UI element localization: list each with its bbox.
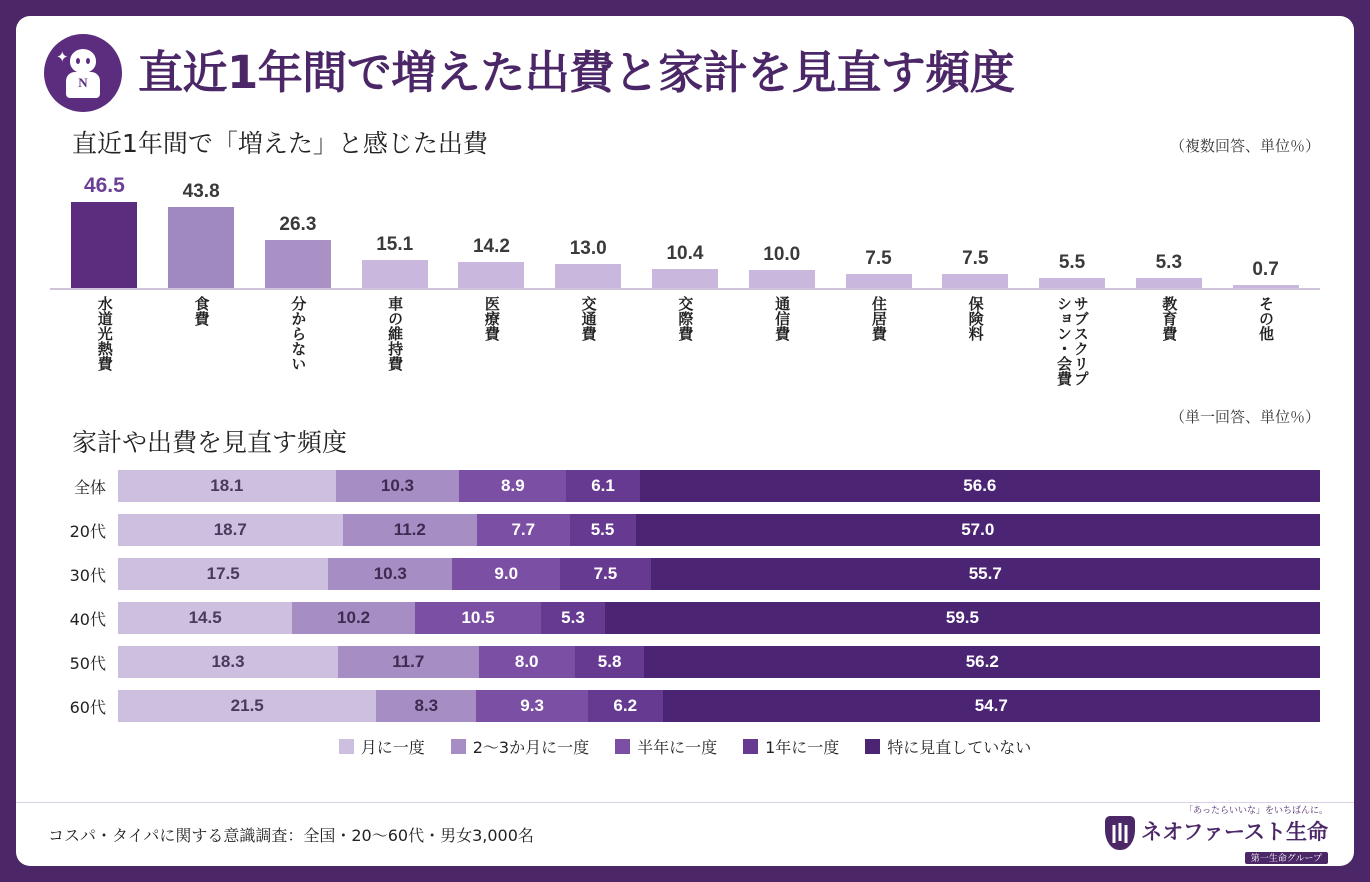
row-category-label: 全体: [73, 477, 106, 497]
chart-legend: [50, 735, 1320, 758]
stacked-segment: 54.7: [663, 690, 1321, 722]
bar-value-label: 15.1: [376, 234, 414, 256]
stacked-segment: 9.0: [452, 558, 560, 590]
bar-column: [540, 168, 637, 288]
stacked-segment: 9.3: [476, 690, 588, 722]
row-category-label: 20代: [69, 521, 106, 541]
page-title: 直近1年間で増えた出費と家計を見直す頻度: [138, 46, 1015, 100]
stacked-bar-chart: [50, 467, 1320, 725]
bar-column: [56, 168, 153, 288]
header: [16, 16, 1354, 118]
legend-item: [451, 735, 589, 758]
bar-column: [830, 168, 927, 288]
bar-chart-category-labels: [50, 296, 1320, 400]
bar-column: [443, 168, 540, 288]
bar-rect: [1136, 278, 1202, 288]
row-track: [118, 470, 1320, 502]
sparkle-icon: ✦: [56, 49, 69, 66]
bar-chart: [50, 168, 1320, 290]
stacked-segment: 14.5: [118, 602, 292, 634]
section1-title: 直近1年間で「増えた」と感じた出費: [72, 129, 488, 158]
section-increased-expenses: [16, 118, 1354, 400]
stacked-segment: 7.7: [477, 514, 569, 546]
row-category-label: 60代: [69, 697, 106, 717]
legend-label: 月に一度: [360, 738, 425, 757]
stacked-segment: 18.7: [118, 514, 343, 546]
bar-column: [637, 168, 734, 288]
stacked-segment: 56.6: [640, 470, 1320, 502]
bar-rect: [942, 274, 1008, 288]
mascot-eye-left: [76, 58, 80, 64]
section1-note: （複数回答、単位％）: [1169, 138, 1320, 155]
bar-column: [153, 168, 250, 288]
bar-column: [927, 168, 1024, 288]
stacked-bar-row: [50, 467, 1320, 505]
stacked-segment: 21.5: [118, 690, 376, 722]
row-track: [118, 690, 1320, 722]
section1-header: [50, 124, 1320, 160]
bar-category-label: サブスクリプション・会費: [1055, 296, 1090, 386]
brand-subtitle: 第一生命グループ: [1245, 852, 1328, 864]
shield-icon: [1105, 816, 1135, 850]
bar-rect: [71, 202, 137, 288]
brand-logo: [1105, 805, 1328, 864]
bar-rect: [265, 240, 331, 288]
row-category-label: 40代: [69, 609, 106, 629]
bar-value-label: 43.8: [182, 181, 220, 203]
bar-value-label: 13.0: [569, 238, 607, 260]
bar-value-label: 5.3: [1155, 252, 1183, 274]
mascot-body: [66, 72, 100, 98]
legend-swatch: [339, 739, 354, 754]
bar-rect: [168, 207, 234, 288]
row-track: [118, 646, 1320, 678]
bar-rect: [1039, 278, 1105, 288]
stacked-segment: 8.3: [376, 690, 476, 722]
legend-swatch: [865, 739, 880, 754]
brand-name: ネオファースト生命: [1141, 820, 1328, 845]
bar-category-label: 医療費: [482, 296, 501, 341]
bar-column: [346, 168, 443, 288]
legend-swatch: [615, 739, 630, 754]
mascot-face: [70, 49, 96, 73]
bar-value-label: 10.0: [763, 243, 801, 265]
stacked-segment: 5.5: [570, 514, 636, 546]
bar-value-label: 14.2: [472, 235, 510, 257]
bar-category-label: 交通費: [579, 296, 598, 341]
row-track: [118, 514, 1320, 546]
survey-note: コスパ・タイパに関する意識調査：全国・20〜60代・男女3,000名: [48, 826, 534, 845]
bar-category-label: 車の維持費: [386, 296, 405, 371]
bar-category-label: 教育費: [1160, 296, 1179, 341]
mascot-eye-right: [86, 58, 90, 64]
legend-label: 1年に一度: [765, 738, 840, 757]
row-track: [118, 558, 1320, 590]
row-category-label: 30代: [69, 565, 106, 585]
row-category-label: 50代: [69, 653, 106, 673]
bar-category-label: 保険料: [966, 296, 985, 341]
bar-category-label: 通信費: [773, 296, 792, 341]
bar-category-label: 交際費: [676, 296, 695, 341]
bar-rect: [846, 274, 912, 288]
bar-column: [250, 168, 347, 288]
section-review-frequency: [16, 400, 1354, 758]
stacked-segment: 10.3: [328, 558, 452, 590]
stacked-segment: 18.3: [118, 646, 338, 678]
stacked-segment: 59.5: [605, 602, 1320, 634]
bar-value-label: 7.5: [962, 248, 989, 270]
section2-note: （単一回答、単位％）: [1169, 409, 1320, 426]
legend-item: [615, 735, 717, 758]
stacked-segment: 10.3: [336, 470, 460, 502]
stacked-segment: 10.2: [292, 602, 415, 634]
stacked-bar-row: [50, 511, 1320, 549]
logo-letter: N: [78, 75, 88, 90]
stacked-bar-row: [50, 599, 1320, 637]
stacked-segment: 5.3: [541, 602, 605, 634]
stacked-segment: 11.7: [338, 646, 479, 678]
bar-column: [1120, 168, 1217, 288]
stacked-segment: 7.5: [560, 558, 650, 590]
stacked-segment: 18.1: [118, 470, 336, 502]
footer: [16, 802, 1354, 866]
stacked-segment: 8.0: [479, 646, 575, 678]
brand-tagline: 「あったらいいな」をいちばんに。: [1184, 805, 1328, 816]
stacked-segment: 55.7: [651, 558, 1321, 590]
infographic-card: [16, 16, 1354, 866]
bar-rect: [1233, 285, 1299, 288]
legend-item: [743, 735, 839, 758]
bar-value-label: 26.3: [279, 213, 317, 235]
legend-label: 2〜3か月に一度: [472, 738, 590, 757]
bar-category-label: 分からない: [289, 296, 308, 371]
stacked-bar-row: [50, 687, 1320, 725]
bar-rect: [652, 269, 718, 288]
bar-value-label: 7.5: [865, 248, 892, 270]
stacked-segment: 10.5: [415, 602, 541, 634]
bar-column: [1024, 168, 1121, 288]
bar-value-label: 0.7: [1252, 259, 1279, 280]
stacked-segment: 56.2: [644, 646, 1320, 678]
bar-category-label: 食費: [192, 296, 211, 326]
stacked-bar-row: [50, 555, 1320, 593]
bar-category-label: その他: [1256, 296, 1275, 341]
stacked-segment: 17.5: [118, 558, 328, 590]
legend-item: [339, 735, 425, 758]
bar-rect: [555, 264, 621, 288]
stacked-segment: 8.9: [459, 470, 566, 502]
stacked-segment: 6.1: [566, 470, 639, 502]
brand-main: [1105, 816, 1328, 850]
bar-value-label: 5.5: [1058, 251, 1086, 273]
row-track: [118, 602, 1320, 634]
stacked-bar-row: [50, 643, 1320, 681]
mascot-icon: [44, 34, 122, 112]
legend-swatch: [743, 739, 758, 754]
stacked-segment: 11.2: [343, 514, 477, 546]
legend-label: 特に見直していない: [887, 738, 1032, 757]
bar-column: [1217, 168, 1314, 288]
bar-category-label: 水道光熱費: [95, 296, 114, 371]
bar-rect: [749, 270, 815, 288]
legend-label: 半年に一度: [637, 738, 718, 757]
stacked-segment: 6.2: [588, 690, 663, 722]
bar-category-label: 住居費: [869, 296, 888, 341]
stacked-segment: 5.8: [575, 646, 645, 678]
bar-rect: [458, 262, 524, 288]
section2-title: 家計や出費を見直す頻度: [72, 428, 348, 457]
bar-column: [733, 168, 830, 288]
bar-value-label: 46.5: [83, 174, 125, 198]
bar-value-label: 10.4: [666, 242, 704, 264]
bar-rect: [362, 260, 428, 288]
stacked-segment: 57.0: [636, 514, 1320, 546]
legend-item: [865, 735, 1031, 758]
legend-swatch: [451, 739, 466, 754]
